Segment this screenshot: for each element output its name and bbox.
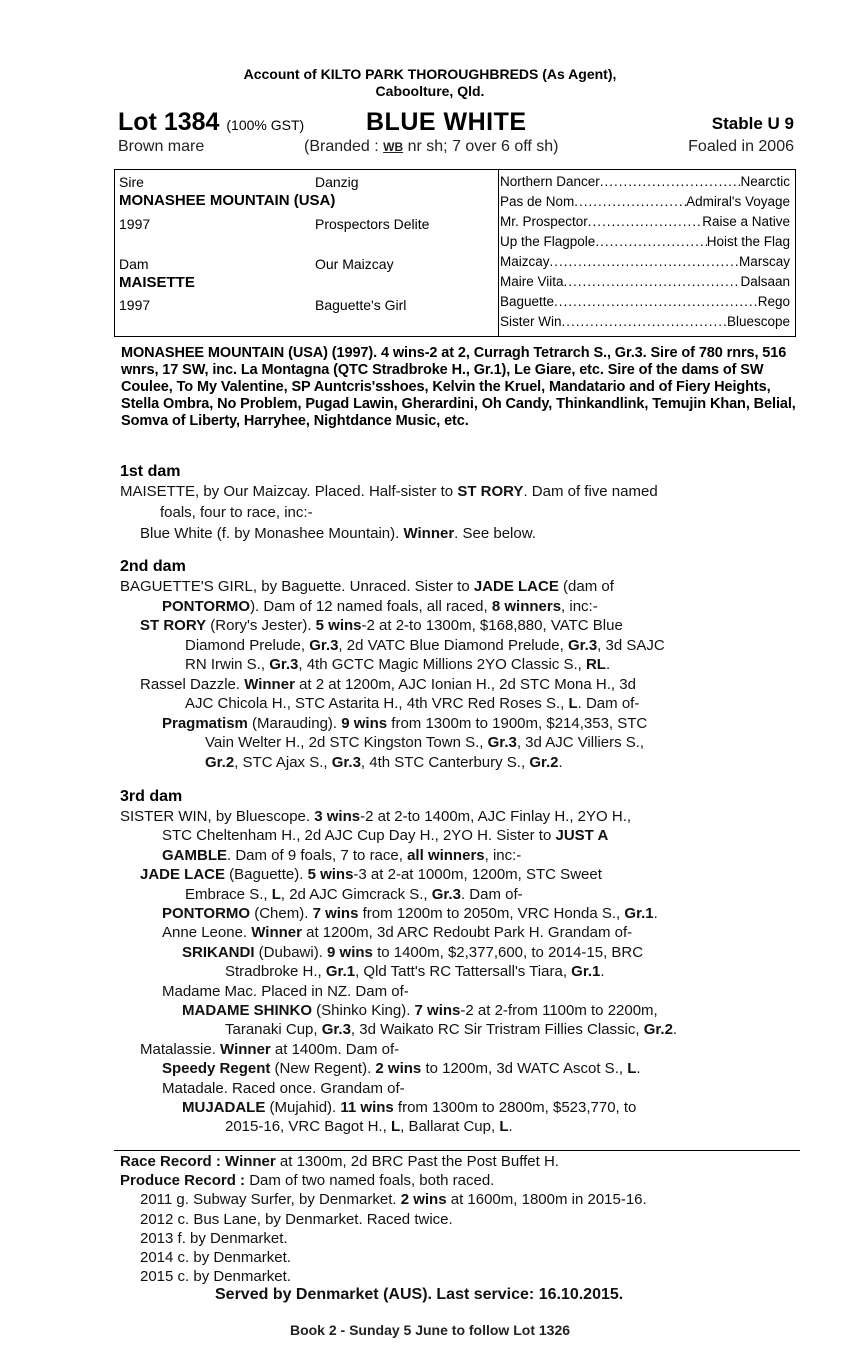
lot-header xyxy=(118,108,794,138)
plain-text: Rassel Dazzle. xyxy=(140,675,245,693)
plain-text: 2013 f. by Denmarket. xyxy=(140,1229,288,1247)
text-line xyxy=(225,1021,677,1039)
text-line xyxy=(162,598,598,616)
brand-prefix: (Branded : xyxy=(304,138,384,155)
plain-text: , 4th GCTC Magic Millions 2YO Classic S., xyxy=(298,656,586,673)
plain-text: . xyxy=(558,753,563,771)
dot-leader xyxy=(600,173,741,191)
text-line xyxy=(162,827,608,845)
sire-year: 1997 xyxy=(119,216,151,232)
text-line xyxy=(120,483,658,501)
plain-text: Vain Welter H., 2d STC Kingston Town S., xyxy=(205,734,488,751)
plain-text: Embrace S., xyxy=(185,885,272,903)
gst-label: (100% GST) xyxy=(226,117,305,133)
text-line xyxy=(140,1230,288,1248)
dam-name: MAISETTE xyxy=(119,274,195,291)
ancestor-sire: Bluescope xyxy=(726,314,790,329)
bold-text: 11 wins xyxy=(340,1099,394,1116)
ancestor-row xyxy=(500,253,790,271)
bold-text: L xyxy=(568,695,578,712)
bold-text: Speedy Regent xyxy=(162,1060,271,1078)
bold-text: 3 wins xyxy=(314,808,361,825)
ancestor-row xyxy=(500,313,790,331)
text-line xyxy=(162,983,409,1001)
bold-text: 9 wins xyxy=(327,943,373,961)
third-dam-heading: 3rd dam xyxy=(120,788,183,805)
plain-text: at 1600m, 1800m in 2015-16. xyxy=(446,1191,647,1209)
dot-leader xyxy=(564,273,741,291)
text-line xyxy=(140,1268,291,1286)
bold-text: 8 winners xyxy=(491,597,562,615)
plain-text: Anne Leone. xyxy=(162,924,252,942)
ancestor-name: Baguette xyxy=(500,294,555,309)
ancestor-sire: Raise a Native xyxy=(702,214,790,229)
dot-leader xyxy=(574,193,686,211)
text-line xyxy=(120,1172,494,1190)
bold-text: Gr.3 xyxy=(331,753,361,771)
ancestor-name: Northern Dancer xyxy=(500,174,600,189)
ancestor-sire: Dalsaan xyxy=(740,274,790,289)
plain-text: . See below. xyxy=(454,525,536,542)
plain-text: 2012 c. Bus Lane, by Denmarket. Raced twice. xyxy=(140,1210,453,1228)
plain-text: Stradbroke H., xyxy=(225,963,326,981)
dam-label: Dam xyxy=(119,256,149,272)
plain-text: (Dubawi). xyxy=(254,943,328,961)
text-line xyxy=(225,963,605,981)
text-line xyxy=(182,1002,658,1020)
bold-text: ST RORY xyxy=(457,483,524,500)
bold-text: Gr.1 xyxy=(624,905,654,922)
bold-text: L xyxy=(390,1118,401,1136)
plain-text: (Baguette). xyxy=(225,866,308,884)
sire-dam: Prospectors Delite xyxy=(315,216,430,232)
text-line xyxy=(140,676,636,694)
dam-dam: Baguette's Girl xyxy=(315,297,407,313)
bold-text: Gr.3 xyxy=(321,1021,351,1039)
bold-text: Winner xyxy=(220,1040,271,1058)
plain-text: . Dam of- xyxy=(577,695,640,712)
plain-text: -2 at 2-to 1300m, $168,880, VATC Blue xyxy=(361,617,623,634)
bold-text: Gr.3 xyxy=(431,885,461,903)
ancestor-row xyxy=(500,213,790,231)
bold-text: L xyxy=(499,1118,509,1136)
bold-text: 9 wins xyxy=(341,714,388,732)
text-line xyxy=(162,924,632,942)
plain-text: -2 at 2-from 1100m to 2200m, xyxy=(460,1002,658,1019)
ancestor-row xyxy=(500,233,790,251)
vendor-account xyxy=(0,66,860,100)
plain-text: Taranaki Cup, xyxy=(225,1021,322,1039)
plain-text: , inc:- xyxy=(561,597,598,615)
text-line xyxy=(120,808,631,826)
bold-text: Winner xyxy=(251,924,302,942)
text-line xyxy=(205,734,644,752)
bold-text: 2 wins xyxy=(375,1060,422,1078)
bold-text: Gr.2 xyxy=(529,753,559,771)
plain-text: (Shinko King). xyxy=(312,1002,415,1019)
plain-text: Blue White (f. by Monashee Mountain). xyxy=(140,525,404,542)
bold-text: Produce Record : xyxy=(120,1172,246,1190)
plain-text: . xyxy=(636,1060,641,1078)
plain-text: Dam of two named foals, both raced. xyxy=(245,1172,495,1190)
ancestor-sire: Marscay xyxy=(738,254,790,269)
plain-text: (Chem). xyxy=(250,905,313,922)
plain-text: Diamond Prelude, xyxy=(185,636,310,654)
plain-text: foals, four to race, inc:- xyxy=(160,504,313,521)
bold-text: RL xyxy=(585,656,606,673)
ancestor-row xyxy=(500,173,790,191)
plain-text: . xyxy=(672,1021,678,1039)
records-divider xyxy=(114,1150,800,1151)
bold-text: JUST A xyxy=(555,827,609,845)
plain-text: at 1400m. Dam of- xyxy=(270,1040,400,1058)
text-line xyxy=(182,944,643,962)
ancestor-sire: Nearctic xyxy=(740,174,790,189)
plain-text: , 3d Waikato RC Sir Tristram Fillies Classic, xyxy=(350,1021,644,1039)
sire-name: MONASHEE MOUNTAIN (USA) xyxy=(119,192,336,209)
plain-text: 2014 c. by Denmarket. xyxy=(140,1249,291,1266)
plain-text: (Rory's Jester). xyxy=(206,617,316,634)
sire-summary: MONASHEE MOUNTAIN (USA) (1997). 4 wins-2 at 2, Curragh Tetrarch S., Gr.3. Sire of 780 rnrs, 516 wnrs, 17 SW, inc. La Montagna (QTC Stradbroke H., Gr.1), Le Giare, etc. Sire of the dams of SW Coulee, To My Valentine, SP Auntcris'sshoes, Kelvin the Kruel, Mandatario and of Fiery Heights, Stella Ombra, No Problem, Pugad Lawin, Gherardini, Oh Candy, Thinkandlink, Temujin Khan, Belial, Somva of Liberty, Harryhee, Nightdance Music, etc. xyxy=(121,345,796,429)
plain-text: -2 at 2-to 1400m, AJC Finlay H., 2YO H., xyxy=(360,808,632,825)
ancestor-name: Mr. Prospector xyxy=(500,214,588,229)
ancestor-row xyxy=(500,293,790,311)
plain-text: SISTER WIN, by Bluescope. xyxy=(120,808,315,825)
plain-text: 2015 c. by Denmarket. xyxy=(140,1268,291,1286)
brand-mark-icon: WB xyxy=(383,140,404,154)
text-line xyxy=(160,504,313,522)
text-line xyxy=(140,1041,399,1059)
first-dam-heading: 1st dam xyxy=(120,463,181,480)
bold-text: Gr.2 xyxy=(205,753,235,771)
brand-description xyxy=(304,138,559,156)
dot-leader xyxy=(550,253,739,271)
bold-text: 5 wins xyxy=(307,866,354,884)
foaled-year: Foaled in 2006 xyxy=(688,138,794,155)
bold-text: 7 wins xyxy=(312,905,359,922)
bold-text: all winners xyxy=(407,846,485,864)
plain-text: at 1300m, 2d BRC Past the Post Buffet H. xyxy=(275,1153,559,1170)
bold-text: L xyxy=(627,1060,637,1078)
brand-suffix: nr sh; 7 over 6 off sh) xyxy=(403,138,559,155)
bold-text: 7 wins xyxy=(414,1002,461,1019)
text-line xyxy=(140,866,602,884)
text-line xyxy=(162,847,521,865)
dot-leader xyxy=(595,233,706,251)
sex-colour: Brown mare xyxy=(118,138,205,155)
bold-text: 5 wins xyxy=(315,617,362,634)
sire-label: Sire xyxy=(119,174,144,190)
ancestor-row xyxy=(500,273,790,291)
bold-text: Gr.1 xyxy=(571,963,601,981)
plain-text: ). Dam of 12 named foals, all raced, xyxy=(250,597,492,615)
plain-text: . Dam of 9 foals, 7 to race, xyxy=(227,846,408,864)
text-line xyxy=(140,617,623,635)
ancestor-name: Maizcay xyxy=(500,254,550,269)
bold-text: Gr.3 xyxy=(567,636,598,654)
plain-text: at 2 at 1200m, AJC Ionian H., 2d STC Mona H., 3d xyxy=(294,675,636,693)
bold-text: 2 wins xyxy=(400,1191,447,1209)
text-line xyxy=(140,1249,291,1267)
text-line xyxy=(162,715,647,733)
pedigree-table xyxy=(114,169,796,337)
plain-text: . xyxy=(605,656,611,673)
text-line xyxy=(120,578,614,596)
plain-text: Matadale. Raced once. Grandam of- xyxy=(162,1079,405,1097)
text-line xyxy=(120,1153,559,1171)
ancestor-name: Sister Win xyxy=(500,314,562,329)
text-line xyxy=(185,695,639,713)
bold-text: MADAME SHINKO xyxy=(182,1002,312,1019)
bold-text: JADE LACE xyxy=(473,578,559,595)
plain-text: at 1200m, 3d ARC Redoubt Park H. Grandam of- xyxy=(301,924,633,942)
text-line xyxy=(185,637,665,655)
account-line-1: Account of KILTO PARK THOROUGHBREDS (As Agent), xyxy=(243,66,617,82)
ancestor-row xyxy=(500,193,790,211)
stable-number: Stable U 9 xyxy=(711,114,794,133)
plain-text: 2011 g. Subway Surfer, by Denmarket. xyxy=(140,1191,401,1209)
plain-text: , 3d SAJC xyxy=(597,636,665,654)
text-line xyxy=(162,905,658,923)
text-line xyxy=(162,1080,405,1098)
plain-text: , 4th STC Canterbury S., xyxy=(360,753,530,771)
plain-text: . Dam of five named xyxy=(523,483,658,500)
dam-year: 1997 xyxy=(119,297,151,313)
text-line xyxy=(140,1191,647,1209)
plain-text: . Dam of- xyxy=(460,885,523,903)
service-note: Served by Denmarket (AUS). Last service: 16.10.2015. xyxy=(215,1286,624,1303)
plain-text: , inc:- xyxy=(484,846,522,864)
ancestor-name: Pas de Nom xyxy=(500,194,575,209)
plain-text: Madame Mac. Placed in NZ. Dam of- xyxy=(162,982,409,1000)
bold-text: GAMBLE xyxy=(162,846,227,864)
bold-text: Gr.3 xyxy=(309,636,339,654)
text-line xyxy=(205,754,563,772)
sire-sire: Danzig xyxy=(315,174,359,190)
bold-text: SRIKANDI xyxy=(182,943,255,961)
bold-text: JADE LACE xyxy=(140,866,226,884)
bold-text: MUJADALE xyxy=(182,1099,266,1116)
plain-text: , 3d AJC Villiers S., xyxy=(516,734,645,751)
bold-text: PONTORMO xyxy=(162,905,251,922)
plain-text: to 1400m, $2,377,600, to 2014-15, BRC xyxy=(372,943,644,961)
plain-text: , 2d VATC Blue Diamond Prelude, xyxy=(338,636,568,654)
plain-text: , Ballarat Cup, xyxy=(400,1118,500,1136)
text-line xyxy=(140,525,536,543)
plain-text: BAGUETTE'S GIRL, by Baguette. Unraced. Sister to xyxy=(120,578,474,595)
plain-text: MAISETTE, by Our Maizcay. Placed. Half-sister to xyxy=(120,483,458,500)
ancestor-sire: Admiral's Voyage xyxy=(686,194,790,209)
bold-text: PONTORMO xyxy=(162,597,251,615)
bold-text: Race Record : Winner xyxy=(120,1153,276,1170)
plain-text: (New Regent). xyxy=(270,1060,376,1078)
bold-text: ST RORY xyxy=(140,617,207,634)
plain-text: from 1200m to 2050m, VRC Honda S., xyxy=(358,905,625,922)
plain-text: RN Irwin S., xyxy=(185,656,270,673)
bold-text: Gr.3 xyxy=(269,656,299,673)
plain-text: Matalassie. xyxy=(140,1040,221,1058)
plain-text: , 2d AJC Gimcrack S., xyxy=(280,885,432,903)
horse-name: BLUE WHITE xyxy=(366,108,527,136)
text-line xyxy=(225,1118,513,1136)
plain-text: , Qld Tatt's RC Tattersall's Tiara, xyxy=(355,963,572,981)
bold-text: Gr.3 xyxy=(487,734,517,751)
plain-text: . xyxy=(600,963,605,981)
plain-text: (Mujahid). xyxy=(265,1099,341,1116)
page-footer: Book 2 - Sunday 5 June to follow Lot 1326 xyxy=(289,1322,571,1338)
bold-text: Gr.1 xyxy=(325,963,356,981)
account-line-2: Caboolture, Qld. xyxy=(375,83,485,99)
pedigree-divider xyxy=(498,170,499,336)
text-line xyxy=(140,1211,453,1229)
plain-text: (Marauding). xyxy=(247,714,342,732)
bold-text: Winner xyxy=(403,525,455,542)
dot-leader xyxy=(588,213,702,231)
dam-sire: Our Maizcay xyxy=(315,256,394,272)
plain-text: . xyxy=(653,905,658,922)
ancestor-sire: Hoist the Flag xyxy=(706,234,790,249)
plain-text: from 1300m to 2800m, $523,770, to xyxy=(393,1099,637,1116)
plain-text: 2015-16, VRC Bagot H., xyxy=(225,1118,391,1136)
ancestor-sire: Rego xyxy=(757,294,790,309)
bold-text: Winner xyxy=(244,675,295,693)
plain-text: -3 at 2-at 1000m, 1200m, STC Sweet xyxy=(353,866,602,884)
plain-text: , STC Ajax S., xyxy=(234,753,332,771)
bold-text: L xyxy=(271,885,281,903)
text-line xyxy=(162,1060,641,1078)
plain-text: AJC Chicola H., STC Astarita H., 4th VRC Red Roses S., xyxy=(185,695,569,712)
dot-leader xyxy=(562,313,727,331)
dot-leader xyxy=(554,293,758,311)
ancestor-name: Maire Viita xyxy=(500,274,564,289)
plain-text: from 1300m to 1900m, $214,353, STC xyxy=(387,714,648,732)
lot-label: Lot 1384 xyxy=(118,108,220,136)
text-line xyxy=(185,656,610,674)
lot-number xyxy=(118,108,304,137)
plain-text: STC Cheltenham H., 2d AJC Cup Day H., 2YO H. Sister to xyxy=(162,827,556,845)
plain-text: (dam of xyxy=(558,578,614,595)
ancestor-name: Up the Flagpole xyxy=(500,234,596,249)
second-dam-heading: 2nd dam xyxy=(120,558,186,575)
bold-text: Pragmatism xyxy=(162,714,248,732)
plain-text: to 1200m, 3d WATC Ascot S., xyxy=(421,1060,628,1078)
bold-text: Gr.2 xyxy=(643,1021,673,1039)
text-line xyxy=(182,1099,636,1117)
plain-text: . xyxy=(508,1118,513,1136)
text-line xyxy=(185,886,523,904)
